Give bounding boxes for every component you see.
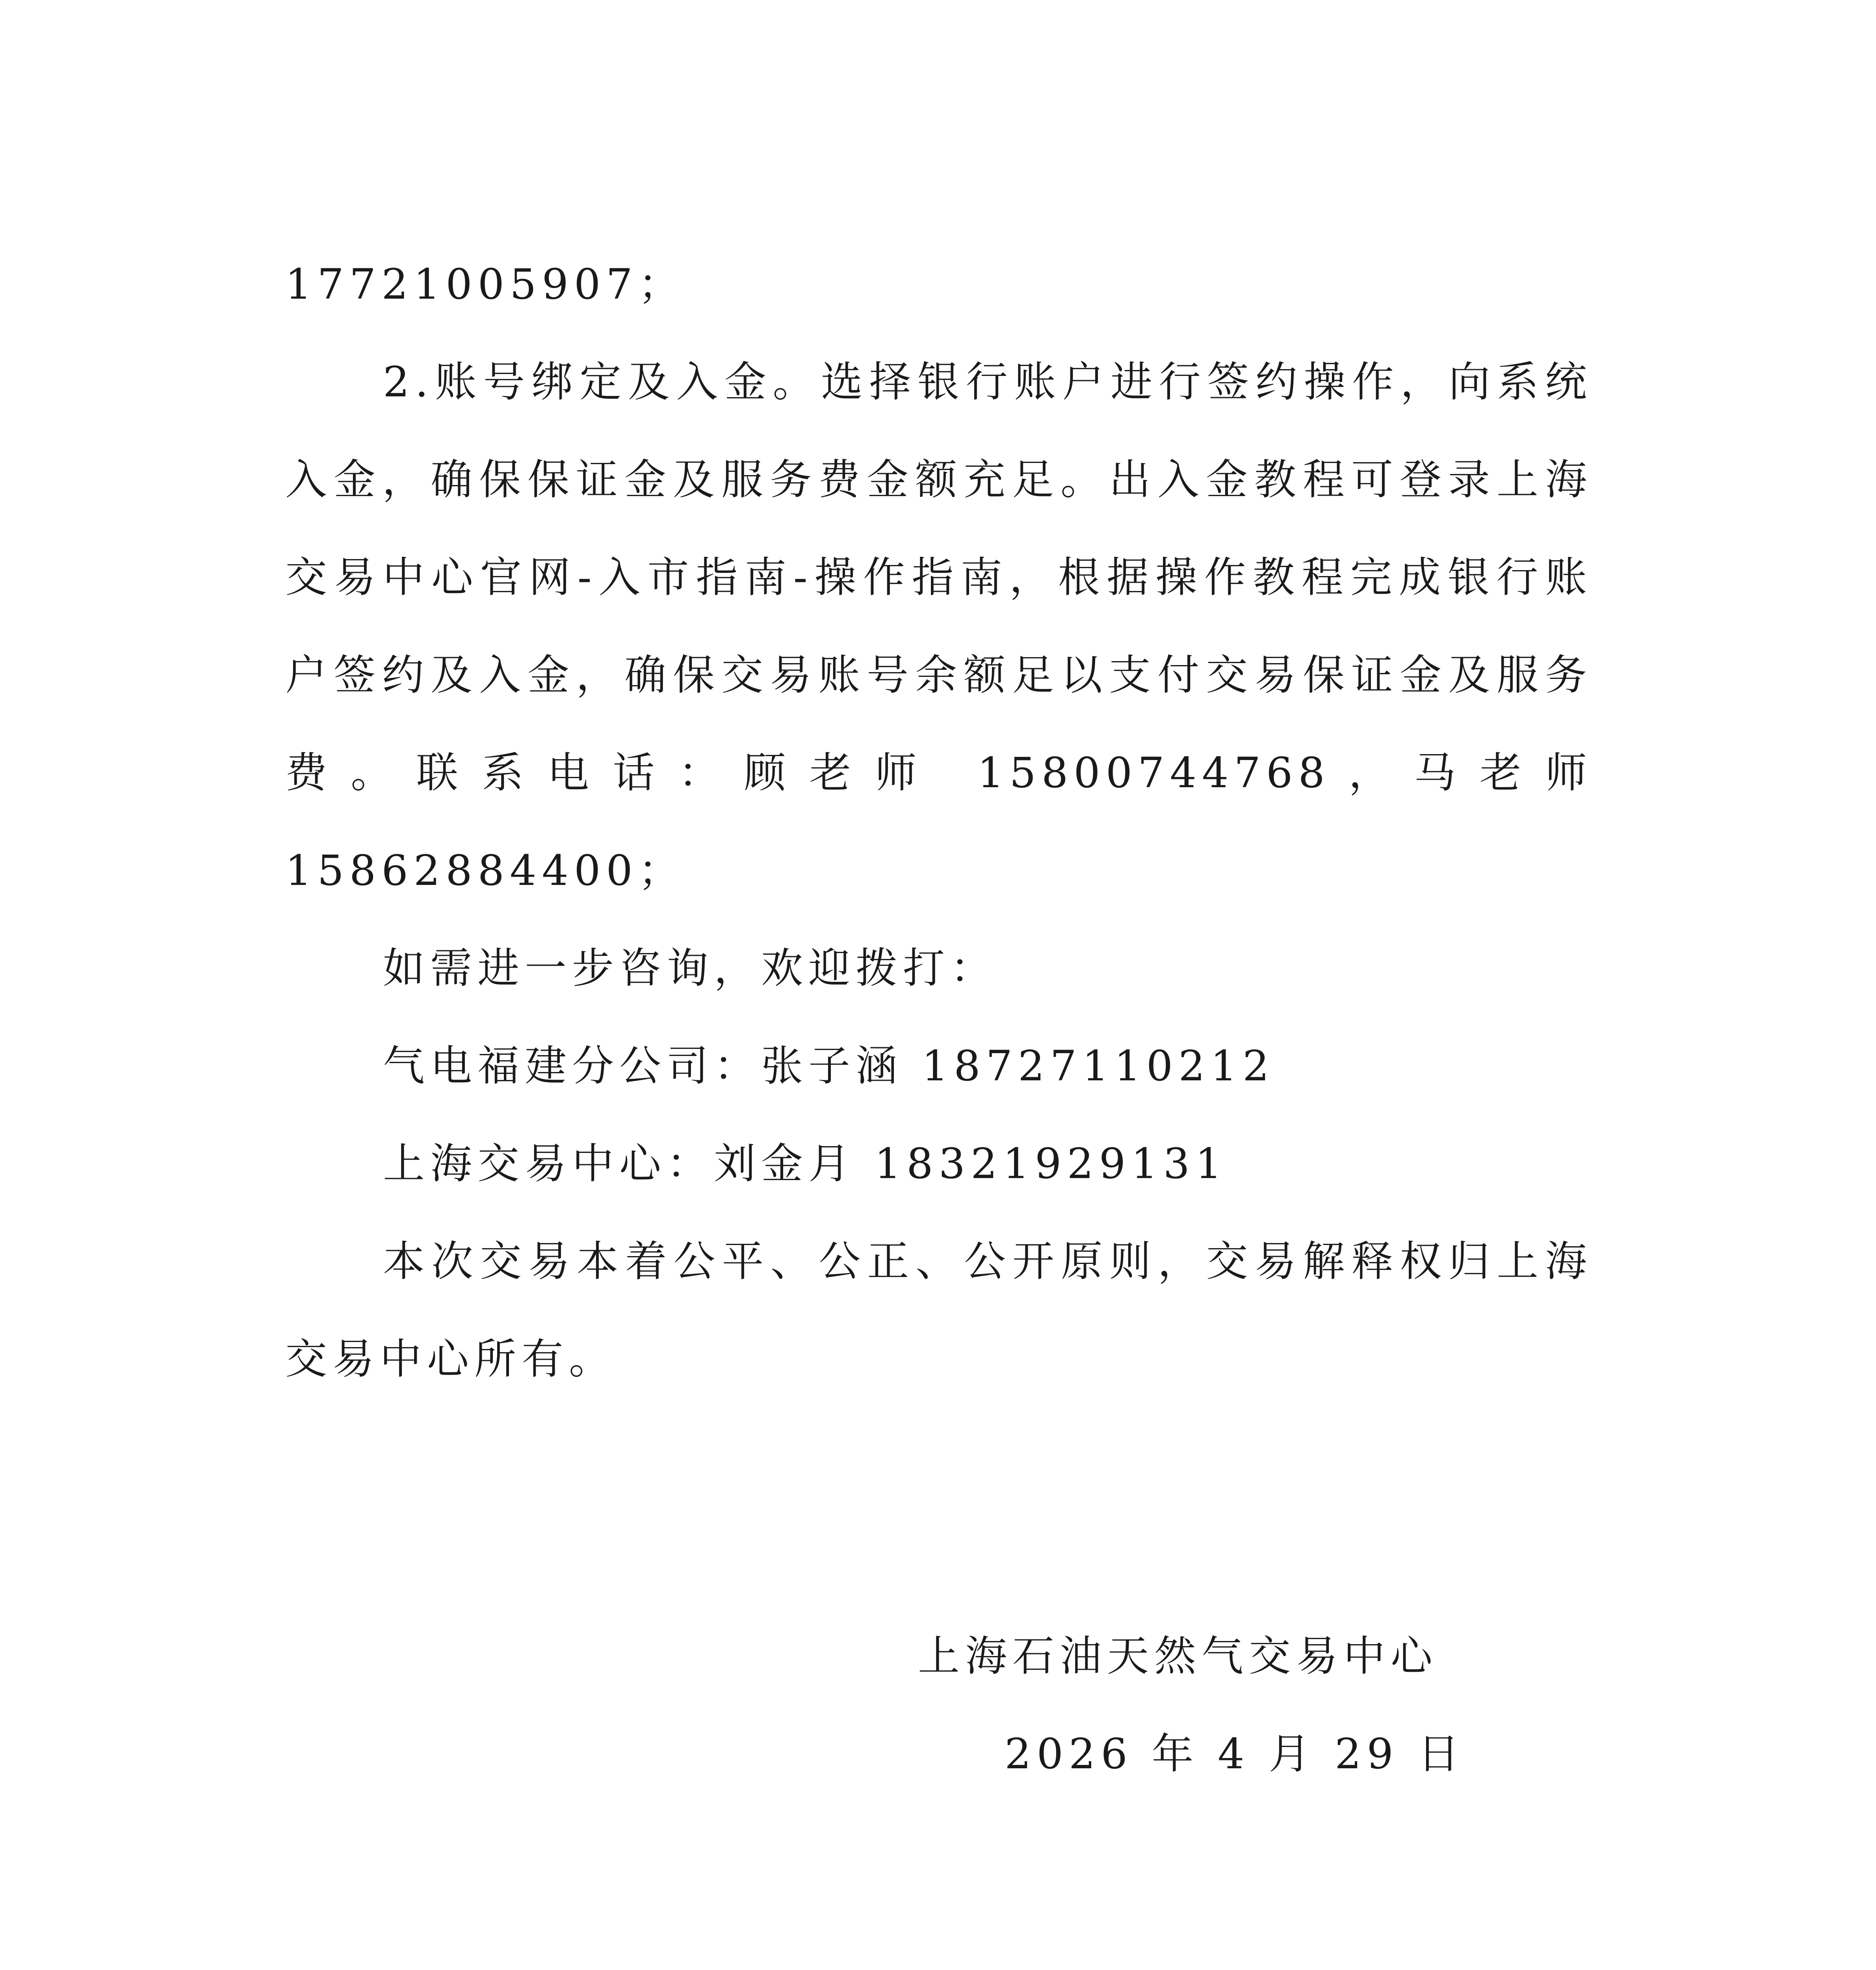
paragraph-interpretation-right: 本次交易本着公平、公正、公开原则，交易解释权归上海交易中心所有。 xyxy=(285,1237,1592,1383)
document-body xyxy=(285,236,1592,1408)
signature-date: 2026 年 4 月 29 日 xyxy=(1005,1730,1465,1778)
paragraph-inquiry-intro: 如需进一步咨询，欢迎拨打： xyxy=(383,944,997,992)
contact-shanghai-center: 上海交易中心：刘金月 18321929131 xyxy=(383,1139,1228,1188)
contact-fujian-branch: 气电福建分公司：张子涵 18727110212 xyxy=(383,1042,1275,1090)
signature-organization: 上海石油天然气交易中心 xyxy=(918,1632,1438,1680)
paragraph-account-binding: 2.账号绑定及入金。选择银行账户进行签约操作，向系统入金，确保保证金及服务费金额充足。出入金教程可登录上海交易中心官网-入市指南-操作指南，根据操作教程完成银行账户签约及入金，确保交易账号余额足以支付交易保证金及服务费。联系电话：顾老师 15800744768，马老师15862884400； xyxy=(285,358,1592,895)
paragraph-phone-continuation: 17721005907； xyxy=(285,260,685,309)
